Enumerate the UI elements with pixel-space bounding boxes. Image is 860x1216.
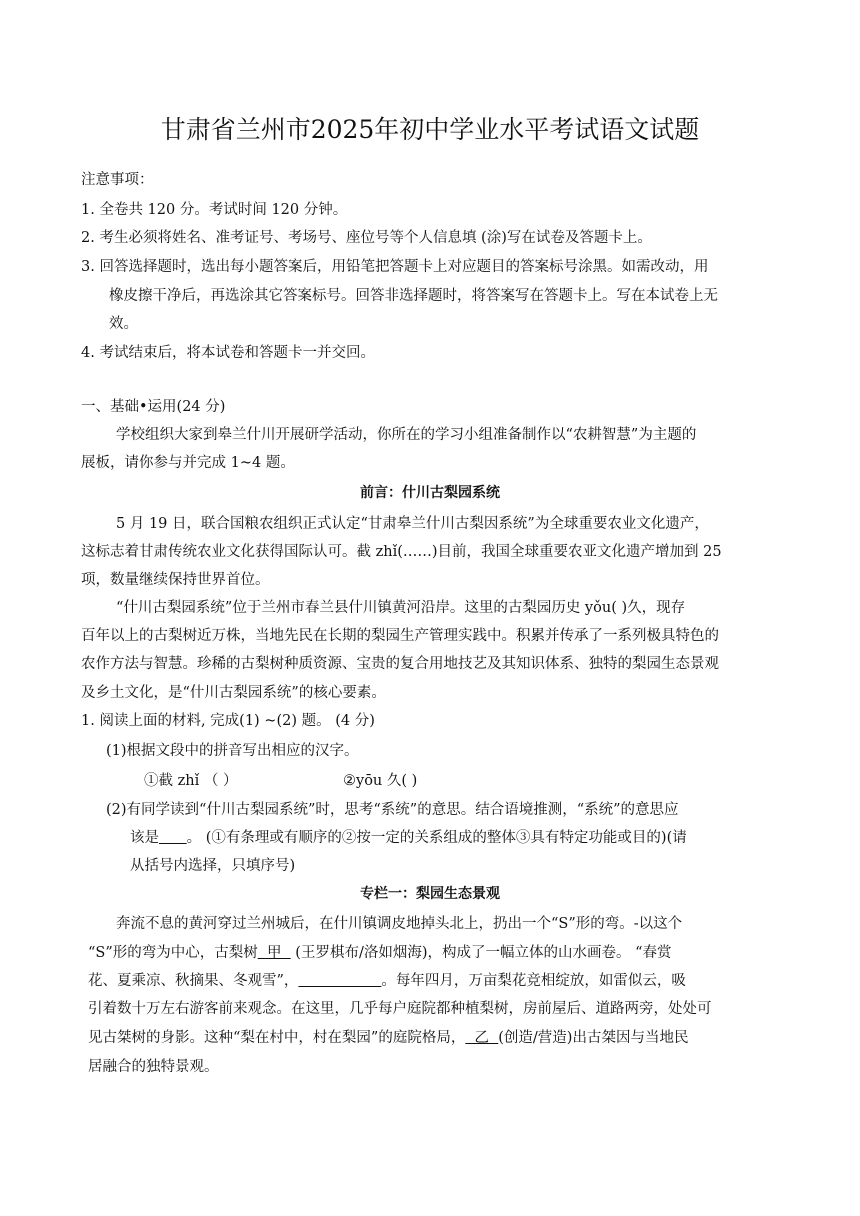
question-1-item-a: ①截 zhǐ （ ） [144, 773, 238, 789]
c1-l5-post: (创造/营造)出古桀因与当地民 [498, 1030, 689, 1046]
column-1-line-6: 居融合的独特景观。 [88, 1059, 219, 1075]
c1-l5-pre: 见古桀树的身影。这种“梨在村中，村在梨园”的庭院格局， [88, 1030, 466, 1046]
answer-blank[interactable] [159, 830, 187, 846]
notice-item-2: 2. 考生必须将姓名、准考证号、考场号、座位号等个人信息填 (涂)写在试卷及答题卡上。 [81, 230, 652, 246]
blank-sentence[interactable] [298, 973, 381, 989]
preface-p2-line-1: “什川古梨园系统”位于兰州市春兰县什川镇黄河沿岸。这里的古梨园历史 yǒu( )久，现存 [116, 600, 686, 616]
c1-l2-pre: “S”形的弯为中心，古梨树 [88, 945, 258, 961]
question-1-part-2-line-2 [130, 828, 687, 848]
column-1-line-1: 奔流不息的黄河穿过兰州城后，在什川镇调皮地掉头北上，扔出一个“S”形的弯。-以这个 [116, 916, 683, 932]
question-1: 1. 阅读上面的材料, 完成(1) ~(2) 题。 (4 分) [81, 713, 375, 729]
question-1-part-2-line-1: (2)有同学读到“什川古梨园系统”时，思考“系统”的意思。结合语境推测，“系统”的意思应 [106, 802, 679, 818]
notice-item-1: 1. 全卷共 120 分。考试时间 120 分钟。 [81, 202, 348, 218]
preface-p2-line-3: 农作方法与智慧。珍稀的古梨树种质资源、宝贵的复合用地技艺及其知识体系、独特的梨园生态景观 [81, 656, 719, 672]
exam-title: 甘肃省兰州市2025年初中学业水平考试语文试题 [160, 115, 700, 144]
question-1-part-1: (1)根据文段中的拼音写出相应的汉字。 [106, 743, 359, 759]
notice-item-3-line-2: 橡皮擦干净后，再选涂其它答案标号。回答非选择题时，将答案写在答题卡上。写在本试卷上无 [109, 288, 718, 304]
notice-item-3-line-1: 3. 回答选择题时，选出每小题答案后，用铅笔把答题卡上对应题目的答案标号涂黑。如需改动，用 [81, 259, 709, 275]
question-1-item-b: ②yōu 久( ) [343, 773, 418, 789]
notice-heading: 注意事项： [81, 172, 154, 188]
preface-title: 前言：什川古梨园系统 [360, 485, 500, 501]
column-1-title: 专栏一：梨园生态景观 [360, 886, 500, 902]
notice-item-3-line-3: 效。 [109, 316, 138, 332]
column-1-line-3 [88, 971, 686, 991]
blank-jia[interactable]: 甲 [257, 945, 291, 961]
question-1-part-2-line-3: 从括号内选择，只填序号) [130, 858, 296, 874]
preface-p1-line-3: 项，数量继续保持世界首位。 [81, 572, 270, 588]
preface-p1-line-2: 这标志着甘肃传统农业文化获得国际认可。截 zhǐ(……)目前，我国全球重要农亚文化遗产增加到 25 [81, 544, 722, 560]
c1-l3-pre: 花、夏乘凉、秋摘果、冬观雪”， [88, 973, 299, 989]
section-heading: 一、基础•运用(24 分) [81, 399, 226, 415]
q1-2-text-pre: 该是 [130, 830, 159, 846]
notice-item-4: 4. 考试结束后，将本试卷和答题卡一并交回。 [81, 345, 375, 361]
column-1-line-5 [88, 1028, 688, 1048]
column-1-line-4: 引着数十万左右游客前来观念。在这里，几乎每户庭院都种植梨树，房前屋后、道路两旁，处处可 [88, 1001, 712, 1017]
c1-l2-post: (王罗棋布/洛如烟海)，构成了一幅立体的山水画卷。 “春赏 [290, 945, 672, 961]
column-1-line-2 [88, 943, 672, 963]
c1-l3-post: 。每年四月，万亩梨花竞相绽放，如雷似云，吸 [381, 973, 686, 989]
preface-p2-line-4: 及乡土文化，是“什川古梨园系统”的核心要素。 [81, 685, 386, 701]
q1-2-text-post: 。 (①有条理或有顺序的②按一定的关系组成的整体③具有特定功能或目的)(请 [186, 830, 687, 846]
intro-line-1: 学校组织大家到皋兰什川开展研学活动，你所在的学习小组准备制作以“农耕智慧”为主题的 [116, 427, 697, 443]
blank-yi[interactable]: 乙 [465, 1030, 499, 1046]
intro-line-2: 展板，请你参与并完成 1~4 题。 [81, 455, 295, 471]
preface-p2-line-2: 百年以上的古梨树近万株，当地先民在长期的梨园生产管理实践中。积累并传承了一系列极具特色的 [81, 628, 719, 644]
preface-p1-line-1: 5 月 19 日，联合国粮农组织正式认定“甘肃皋兰什川古梨因系统”为全球重要农业文化遗产， [116, 516, 709, 532]
